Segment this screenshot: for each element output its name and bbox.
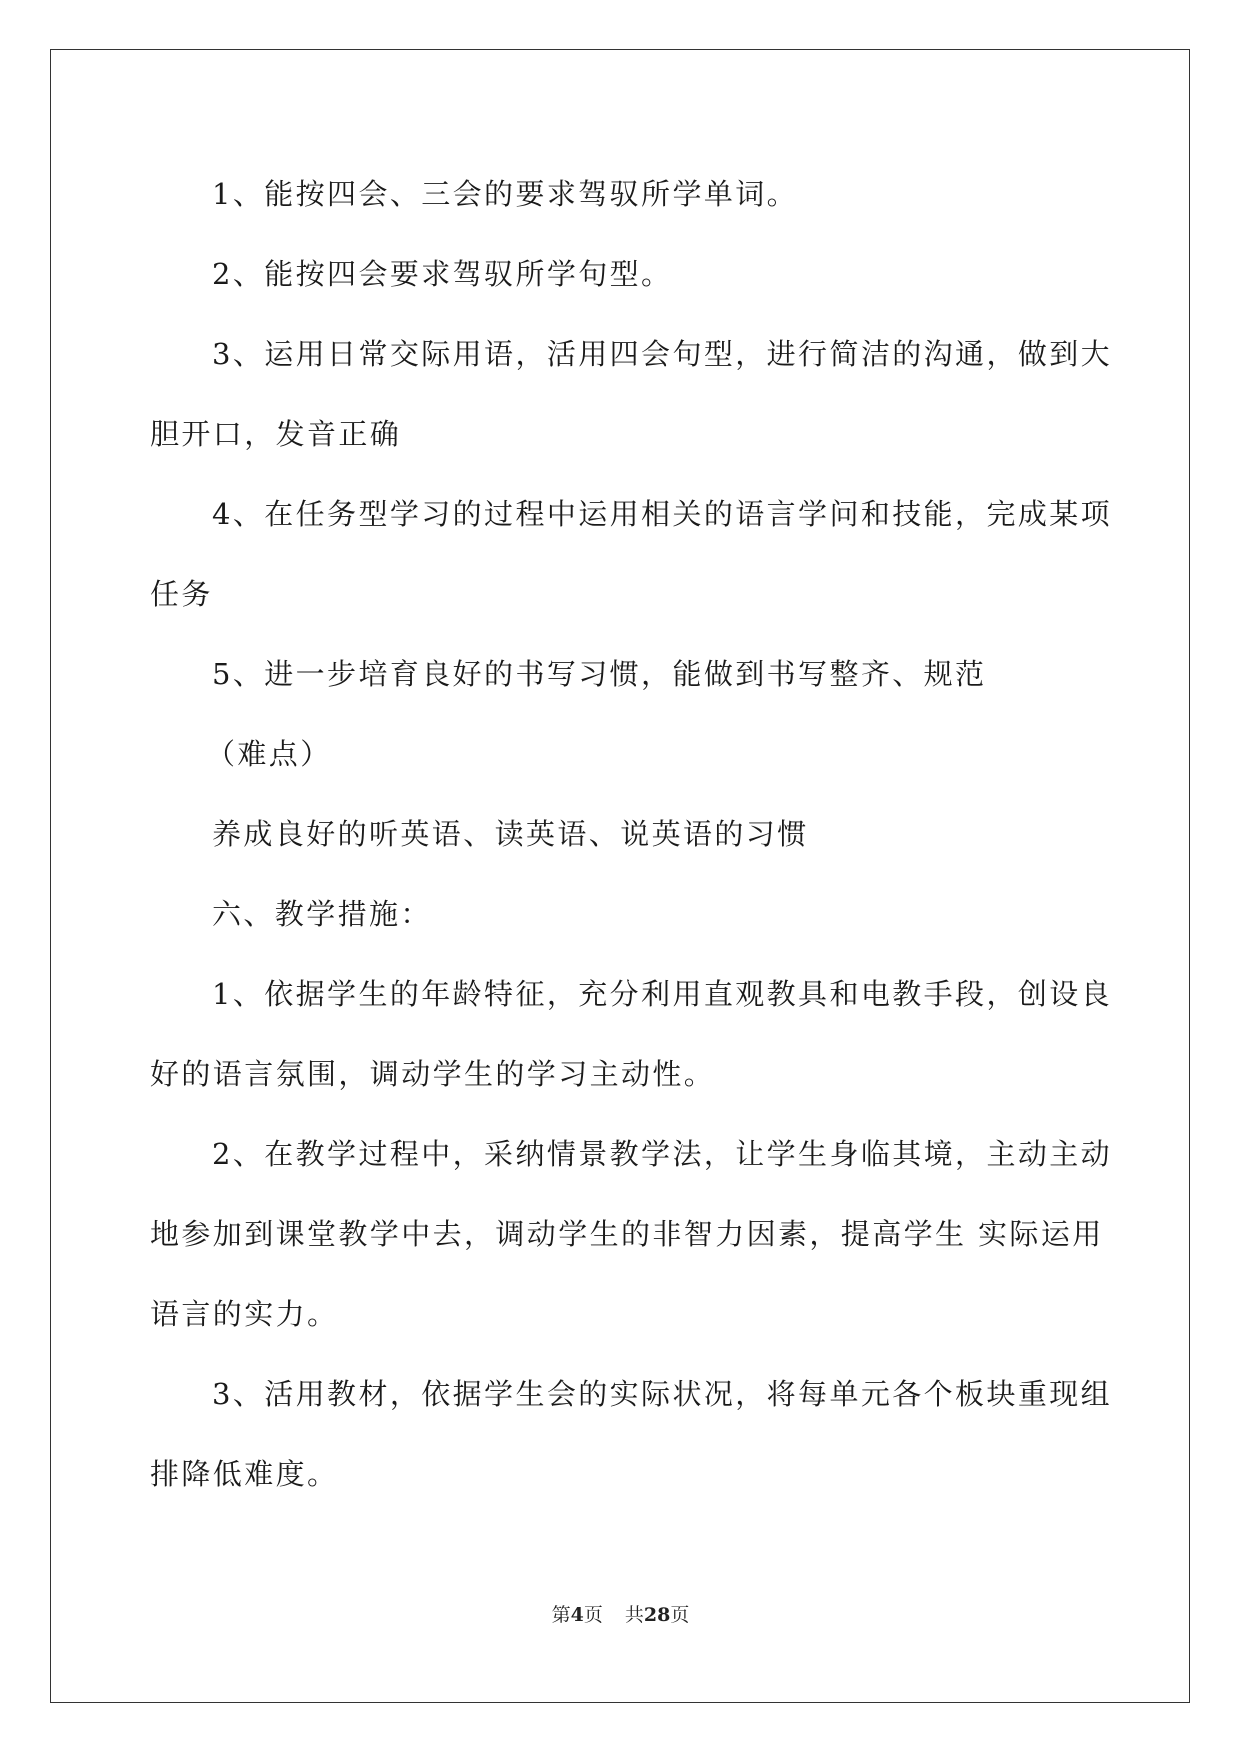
total-prefix: 共	[624, 1604, 644, 1626]
page-footer	[0, 1600, 1241, 1627]
paragraph-line: 地参加到课堂教学中去，调动学生的非智力因素，提高学生 实际运用	[150, 1217, 1104, 1251]
paragraph-line: 3、活用教材，依据学生会的实际状况，将每单元各个板块重现组	[212, 1377, 1113, 1411]
paragraph-line: 1、依据学生的年龄特征，充分利用直观教具和电教手段，创设良	[212, 977, 1113, 1011]
page-prefix: 第	[551, 1604, 571, 1626]
page-border	[50, 49, 1190, 1703]
paragraph-line: 4、在任务型学习的过程中运用相关的语言学问和技能，完成某项	[212, 497, 1113, 531]
page-suffix: 页	[583, 1604, 603, 1626]
paragraph-line: 养成良好的听英语、读英语、说英语的习惯	[212, 817, 809, 851]
total-pages: 28	[643, 1604, 671, 1626]
paragraph-line: （难点）	[206, 737, 332, 771]
page-number: 4	[570, 1604, 584, 1626]
paragraph-line: 5、进一步培育良好的书写习惯，能做到书写整齐、规范	[212, 657, 987, 691]
paragraph-line: 语言的实力。	[150, 1297, 339, 1331]
paragraph-line: 2、能按四会要求驾驭所学句型。	[212, 257, 673, 291]
total-suffix: 页	[670, 1604, 690, 1626]
paragraph-line: 任务	[150, 577, 213, 611]
paragraph-line: 胆开口，发音正确	[150, 417, 402, 451]
paragraph-line: 好的语言氛围，调动学生的学习主动性。	[150, 1057, 716, 1091]
section-heading: 六、教学措施：	[212, 897, 432, 931]
paragraph-line: 1、能按四会、三会的要求驾驭所学单词。	[212, 177, 799, 211]
paragraph-line: 3、运用日常交际用语，活用四会句型，进行简洁的沟通，做到大	[212, 337, 1113, 371]
paragraph-line: 排降低难度。	[150, 1457, 339, 1491]
paragraph-line: 2、在教学过程中，采纳情景教学法，让学生身临其境，主动主动	[212, 1137, 1113, 1171]
